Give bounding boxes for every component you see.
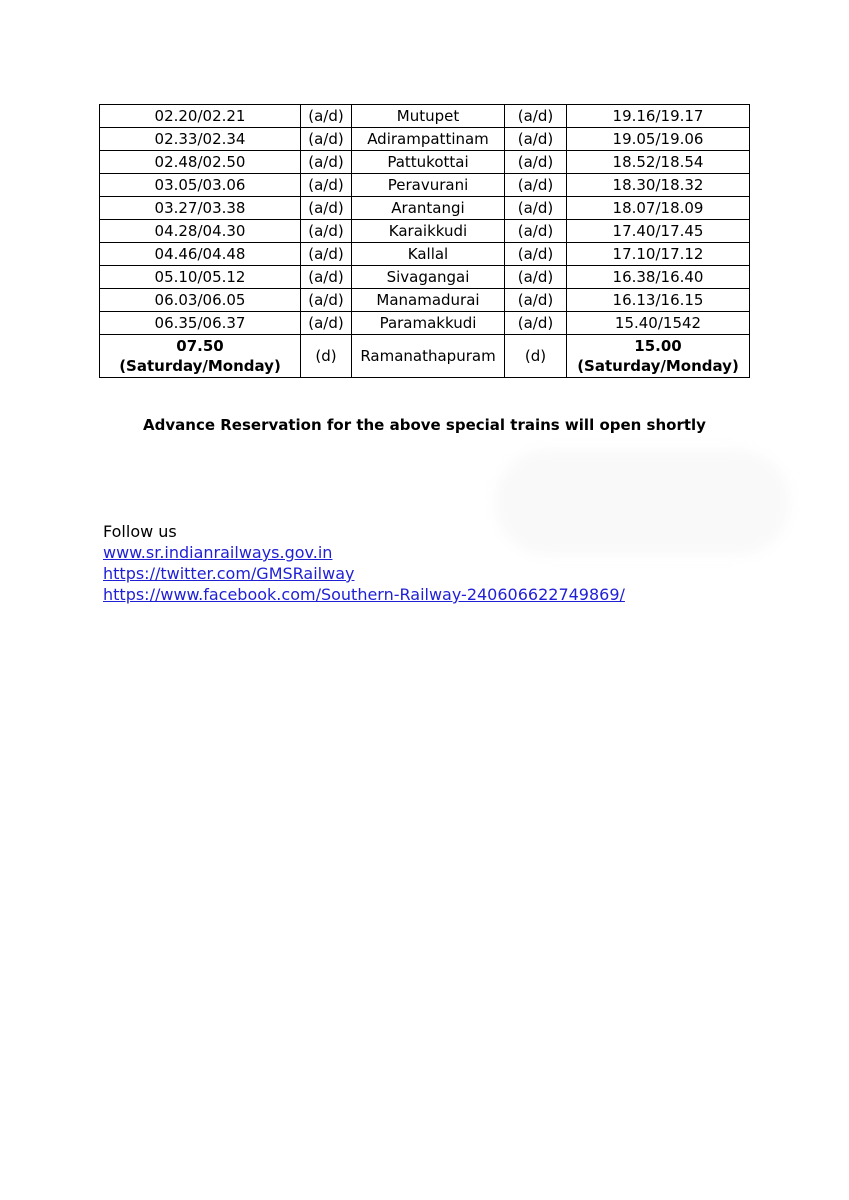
arrival-departure-time: 04.46/04.48 xyxy=(100,243,301,266)
terminus-departure-days: (Saturday/Monday) xyxy=(577,357,739,375)
arrival-departure-time: 03.05/03.06 xyxy=(100,174,301,197)
return-time: 19.05/19.06 xyxy=(567,128,750,151)
arrival-departure-time: 03.27/03.38 xyxy=(100,197,301,220)
station-name: Sivagangai xyxy=(352,266,505,289)
station-name: Pattukottai xyxy=(352,151,505,174)
station-name: Manamadurai xyxy=(352,289,505,312)
table-row xyxy=(100,151,750,174)
arrival-departure-code: (a/d) xyxy=(301,128,352,151)
table-row xyxy=(100,243,750,266)
arrival-departure-code: (a/d) xyxy=(301,105,352,128)
table-row xyxy=(100,174,750,197)
arrival-departure-code: (a/d) xyxy=(301,266,352,289)
arrival-departure-time: 02.20/02.21 xyxy=(100,105,301,128)
arrival-departure-code: (a/d) xyxy=(505,151,567,174)
terminus-code-right: (d) xyxy=(505,335,567,378)
website-link[interactable]: www.sr.indianrailways.gov.in xyxy=(103,543,333,562)
arrival-departure-time: 02.33/02.34 xyxy=(100,128,301,151)
table-row xyxy=(100,220,750,243)
return-time: 19.16/19.17 xyxy=(567,105,750,128)
arrival-departure-time: 06.03/06.05 xyxy=(100,289,301,312)
terminus-station-name: Ramanathapuram xyxy=(352,335,505,378)
return-time: 16.38/16.40 xyxy=(567,266,750,289)
table-row xyxy=(100,197,750,220)
follow-us-section xyxy=(103,521,625,605)
table-row xyxy=(100,312,750,335)
arrival-departure-time: 06.35/06.37 xyxy=(100,312,301,335)
arrival-departure-code: (a/d) xyxy=(505,266,567,289)
arrival-departure-code: (a/d) xyxy=(301,151,352,174)
arrival-departure-code: (a/d) xyxy=(301,174,352,197)
arrival-departure-code: (a/d) xyxy=(301,197,352,220)
terminus-arrival-days: (Saturday/Monday) xyxy=(119,357,281,375)
arrival-departure-time: 02.48/02.50 xyxy=(100,151,301,174)
return-time: 18.07/18.09 xyxy=(567,197,750,220)
return-time: 16.13/16.15 xyxy=(567,289,750,312)
terminus-arrival-cell xyxy=(100,335,301,378)
return-time: 17.40/17.45 xyxy=(567,220,750,243)
table-row xyxy=(100,266,750,289)
terminus-arrival-time: 07.50 xyxy=(176,337,224,355)
arrival-departure-code: (a/d) xyxy=(505,312,567,335)
station-name: Karaikkudi xyxy=(352,220,505,243)
table-row xyxy=(100,128,750,151)
station-name: Arantangi xyxy=(352,197,505,220)
twitter-link[interactable]: https://twitter.com/GMSRailway xyxy=(103,564,355,583)
arrival-departure-code: (a/d) xyxy=(505,289,567,312)
station-name: Paramakkudi xyxy=(352,312,505,335)
arrival-departure-code: (a/d) xyxy=(505,105,567,128)
arrival-departure-code: (a/d) xyxy=(301,312,352,335)
reservation-notice: Advance Reservation for the above special trains will open shortly xyxy=(143,416,706,434)
terminus-code-left: (d) xyxy=(301,335,352,378)
arrival-departure-time: 04.28/04.30 xyxy=(100,220,301,243)
arrival-departure-time: 05.10/05.12 xyxy=(100,266,301,289)
arrival-departure-code: (a/d) xyxy=(505,220,567,243)
terminus-departure-time: 15.00 xyxy=(634,337,682,355)
return-time: 17.10/17.12 xyxy=(567,243,750,266)
terminus-departure-cell xyxy=(567,335,750,378)
table-row-terminus xyxy=(100,335,750,378)
follow-us-label: Follow us xyxy=(103,522,177,541)
arrival-departure-code: (a/d) xyxy=(505,174,567,197)
station-name: Peravurani xyxy=(352,174,505,197)
table-row xyxy=(100,105,750,128)
station-name: Kallal xyxy=(352,243,505,266)
timetable xyxy=(99,104,750,378)
arrival-departure-code: (a/d) xyxy=(505,243,567,266)
facebook-link[interactable]: https://www.facebook.com/Southern-Railway-240606622749869/ xyxy=(103,585,625,604)
return-time: 15.40/1542 xyxy=(567,312,750,335)
arrival-departure-code: (a/d) xyxy=(301,243,352,266)
return-time: 18.30/18.32 xyxy=(567,174,750,197)
station-name: Mutupet xyxy=(352,105,505,128)
arrival-departure-code: (a/d) xyxy=(505,197,567,220)
arrival-departure-code: (a/d) xyxy=(301,220,352,243)
return-time: 18.52/18.54 xyxy=(567,151,750,174)
arrival-departure-code: (a/d) xyxy=(301,289,352,312)
station-name: Adirampattinam xyxy=(352,128,505,151)
arrival-departure-code: (a/d) xyxy=(505,128,567,151)
table-row xyxy=(100,289,750,312)
